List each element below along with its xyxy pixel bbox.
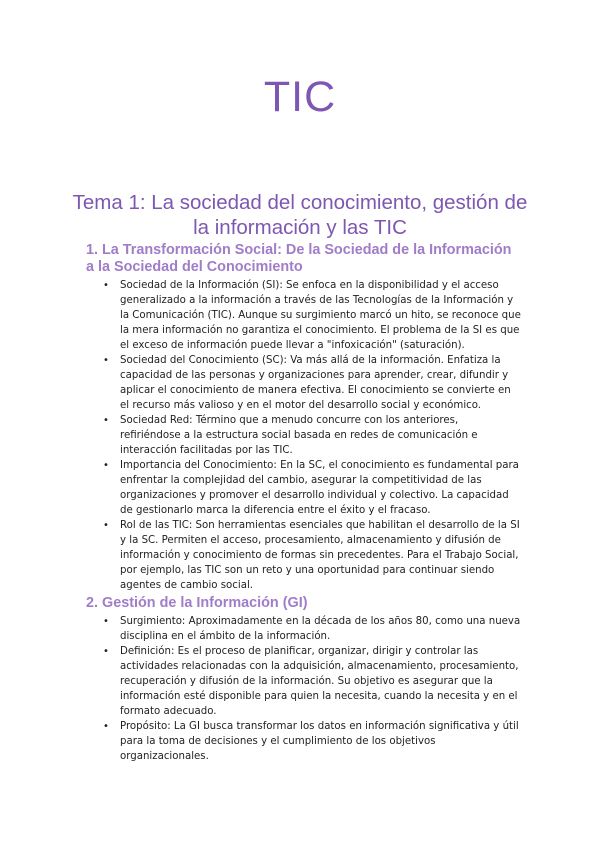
list-item: • Rol de las TIC: Son herramientas esenciales que habilitan el desarrollo de la SI y la SC. Permiten el acceso, procesamiento, almacenamiento y difusión de información y conocimiento de formas sin precedentes. Para el Trabajo Social, por ejemplo, las TIC son un reto y una oportunidad para continuar siendo agentes de cambio social. bbox=[86, 518, 522, 593]
list-item: • Sociedad Red: Término que a menudo concurre con los anteriores, refiriéndose a la estructura social basada en redes de comunicación e interacción facilitadas por las TIC. bbox=[86, 413, 522, 458]
document-title: TIC bbox=[263, 73, 337, 121]
topic-title: Tema 1: La sociedad del conocimiento, gestión de la información y las TIC bbox=[72, 191, 528, 239]
list-item: • Importancia del Conocimiento: En la SC, el conocimiento es fundamental para enfrentar la complejidad del cambio, asegurar la competitividad de las organizaciones y promover el desarrollo individual y colectivo. La capacidad de gestionarlo marca la diferencia entre el éxito y el fracaso. bbox=[86, 458, 522, 518]
list-item: • Definición: Es el proceso de planificar, organizar, dirigir y controlar las actividades relacionadas con la adquisición, almacenamiento, procesamiento, recuperación y difusión de la información. Su objetivo es asegurar que la información esté disponible para quien la necesita, cuando la necesita y en el formato adecuado. bbox=[86, 644, 522, 719]
section-information-management bbox=[86, 595, 522, 764]
list-item: • Sociedad del Conocimiento (SC): Va más allá de la información. Enfatiza la capacidad de las personas y organizaciones para aprender, crear, difundir y aplicar el conocimiento de manera efectiva. El conocimiento se convierte en el recurso más valioso y en el motor del desarrollo social y económico. bbox=[86, 353, 522, 413]
list-item: • Propósito: La GI busca transformar los datos en información significativa y útil para la toma de decisiones y el cumplimiento de los objetivos organizacionales. bbox=[86, 719, 522, 764]
section-heading: 2. Gestión de la Información (GI) bbox=[86, 595, 308, 611]
bullet-list bbox=[86, 278, 522, 593]
list-item: • Surgimiento: Aproximadamente en la década de los años 80, como una nueva disciplina en el ámbito de la información. bbox=[86, 614, 522, 644]
list-item: • Sociedad de la Información (SI): Se enfoca en la disponibilidad y el acceso generalizado a la información a través de las Tecnologías de la Información y la Comunicación (TIC). Aunque su surgimiento marcó un hito, se reconoce que la mera información no garantiza el conocimiento. El problema de la SI es que el exceso de información puede llevar a "infoxicación" (saturación). bbox=[86, 278, 522, 353]
section-social-transformation bbox=[86, 242, 522, 593]
bullet-list bbox=[86, 614, 522, 764]
section-heading: 1. La Transformación Social: De la Sociedad de la Información a la Sociedad del Conocimiento bbox=[86, 242, 512, 275]
